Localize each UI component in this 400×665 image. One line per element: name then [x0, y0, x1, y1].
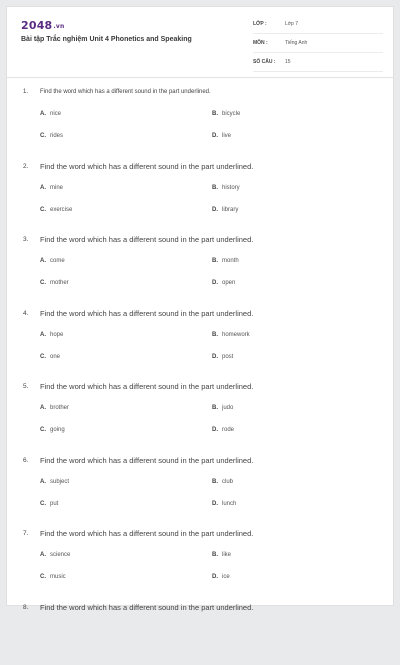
- meta-value: Lớp 7: [285, 21, 298, 27]
- option-letter: B.: [212, 111, 222, 117]
- option-c[interactable]: [40, 427, 65, 433]
- option-text: exercise: [50, 207, 72, 213]
- option-letter: B.: [212, 479, 222, 485]
- worksheet-page: [6, 6, 394, 606]
- option-letter: B.: [212, 258, 222, 264]
- option-letter: D.: [212, 501, 222, 507]
- option-b[interactable]: [212, 479, 233, 485]
- question-3: [7, 224, 393, 298]
- option-d[interactable]: [212, 207, 238, 213]
- option-c[interactable]: [40, 207, 72, 213]
- question-number: 3.: [23, 236, 28, 243]
- option-text: hope: [50, 332, 63, 338]
- question-text: Find the word which has a different sound in the part underlined.: [40, 309, 253, 318]
- question-number: 5.: [23, 383, 28, 390]
- option-letter: D.: [212, 427, 222, 433]
- option-c[interactable]: [40, 501, 58, 507]
- question-text: Find the word which has a different sound in the part underlined.: [40, 235, 253, 244]
- option-text: like: [222, 552, 231, 558]
- option-letter: D.: [212, 574, 222, 580]
- option-d[interactable]: [212, 501, 236, 507]
- document-title: Bài tập Trắc nghiệm Unit 4 Phonetics and Speaking: [21, 36, 192, 43]
- meta-label: SỐ CÂU :: [253, 59, 276, 65]
- meta-row-class: [253, 17, 383, 34]
- option-text: come: [50, 258, 65, 264]
- question-1: [7, 77, 393, 151]
- logo-suffix: .vn: [53, 23, 64, 30]
- option-text: rides: [50, 133, 63, 139]
- option-text: nice: [50, 111, 61, 117]
- option-text: one: [50, 354, 60, 360]
- option-letter: A.: [40, 258, 50, 264]
- option-text: going: [50, 427, 65, 433]
- option-a[interactable]: [40, 258, 65, 264]
- option-a[interactable]: [40, 479, 69, 485]
- option-text: lunch: [222, 501, 236, 507]
- option-letter: D.: [212, 133, 222, 139]
- option-a[interactable]: [40, 332, 63, 338]
- option-letter: A.: [40, 185, 50, 191]
- meta-info: [253, 17, 383, 74]
- option-text: brother: [50, 405, 69, 411]
- meta-value: Tiếng Anh: [285, 40, 307, 46]
- option-text: science: [50, 552, 70, 558]
- option-d[interactable]: [212, 354, 233, 360]
- option-letter: A.: [40, 405, 50, 411]
- option-text: put: [50, 501, 58, 507]
- option-letter: A.: [40, 111, 50, 117]
- question-number: 4.: [23, 310, 28, 317]
- option-b[interactable]: [212, 405, 233, 411]
- option-a[interactable]: [40, 111, 61, 117]
- option-text: month: [222, 258, 239, 264]
- meta-label: MÔN :: [253, 40, 268, 46]
- meta-value: 15: [285, 59, 291, 65]
- option-a[interactable]: [40, 552, 70, 558]
- option-letter: C.: [40, 133, 50, 139]
- option-b[interactable]: [212, 258, 239, 264]
- option-b[interactable]: [212, 185, 240, 191]
- option-c[interactable]: [40, 354, 60, 360]
- question-number: 7.: [23, 530, 28, 537]
- option-text: post: [222, 354, 233, 360]
- option-text: ice: [222, 574, 230, 580]
- question-number: 1.: [23, 89, 28, 95]
- option-text: rode: [222, 427, 234, 433]
- option-c[interactable]: [40, 133, 63, 139]
- option-c[interactable]: [40, 574, 66, 580]
- option-text: mine: [50, 185, 63, 191]
- question-4: [7, 298, 393, 372]
- option-text: mother: [50, 280, 69, 286]
- option-d[interactable]: [212, 280, 235, 286]
- option-letter: C.: [40, 354, 50, 360]
- question-list: [7, 77, 393, 665]
- question-text: Find the word which has a different sound in the part underlined.: [40, 382, 253, 391]
- option-b[interactable]: [212, 552, 231, 558]
- option-text: homework: [222, 332, 250, 338]
- option-text: open: [222, 280, 235, 286]
- option-text: subject: [50, 479, 69, 485]
- question-8: [7, 592, 393, 665]
- option-letter: C.: [40, 574, 50, 580]
- option-text: music: [50, 574, 66, 580]
- question-7: [7, 518, 393, 592]
- meta-label: LỚP :: [253, 21, 267, 27]
- option-a[interactable]: [40, 405, 69, 411]
- option-letter: D.: [212, 354, 222, 360]
- option-letter: B.: [212, 552, 222, 558]
- option-letter: C.: [40, 501, 50, 507]
- question-text: Find the word which has a different sound in the part underlined.: [40, 529, 253, 538]
- question-text: Find the word which has a different sound in the part underlined.: [40, 603, 253, 612]
- question-text: Find the word which has a different sound in the part underlined.: [40, 89, 211, 95]
- option-letter: C.: [40, 280, 50, 286]
- question-text: Find the word which has a different sound in the part underlined.: [40, 162, 253, 171]
- option-letter: D.: [212, 207, 222, 213]
- question-5: [7, 371, 393, 445]
- option-d[interactable]: [212, 133, 231, 139]
- option-c[interactable]: [40, 280, 69, 286]
- question-number: 8.: [23, 604, 28, 611]
- option-letter: A.: [40, 552, 50, 558]
- option-letter: A.: [40, 332, 50, 338]
- option-letter: B.: [212, 332, 222, 338]
- option-letter: D.: [212, 280, 222, 286]
- option-text: club: [222, 479, 233, 485]
- option-a[interactable]: [40, 185, 63, 191]
- logo-text: 2048: [21, 19, 52, 32]
- option-text: judo: [222, 405, 233, 411]
- question-2: [7, 151, 393, 225]
- option-letter: A.: [40, 479, 50, 485]
- option-letter: C.: [40, 207, 50, 213]
- meta-row-question-count: [253, 55, 383, 72]
- question-text: Find the word which has a different sound in the part underlined.: [40, 456, 253, 465]
- question-number: 6.: [23, 457, 28, 464]
- meta-row-subject: [253, 36, 383, 53]
- option-letter: B.: [212, 405, 222, 411]
- option-text: bicycle: [222, 111, 240, 117]
- option-text: live: [222, 133, 231, 139]
- question-6: [7, 445, 393, 519]
- option-letter: C.: [40, 427, 50, 433]
- question-number: 2.: [23, 163, 28, 170]
- site-logo[interactable]: [21, 19, 64, 32]
- option-b[interactable]: [212, 332, 250, 338]
- option-text: library: [222, 207, 238, 213]
- option-d[interactable]: [212, 427, 234, 433]
- option-letter: B.: [212, 185, 222, 191]
- option-b[interactable]: [212, 111, 240, 117]
- option-d[interactable]: [212, 574, 230, 580]
- option-text: history: [222, 185, 240, 191]
- worksheet-header: [7, 7, 393, 78]
